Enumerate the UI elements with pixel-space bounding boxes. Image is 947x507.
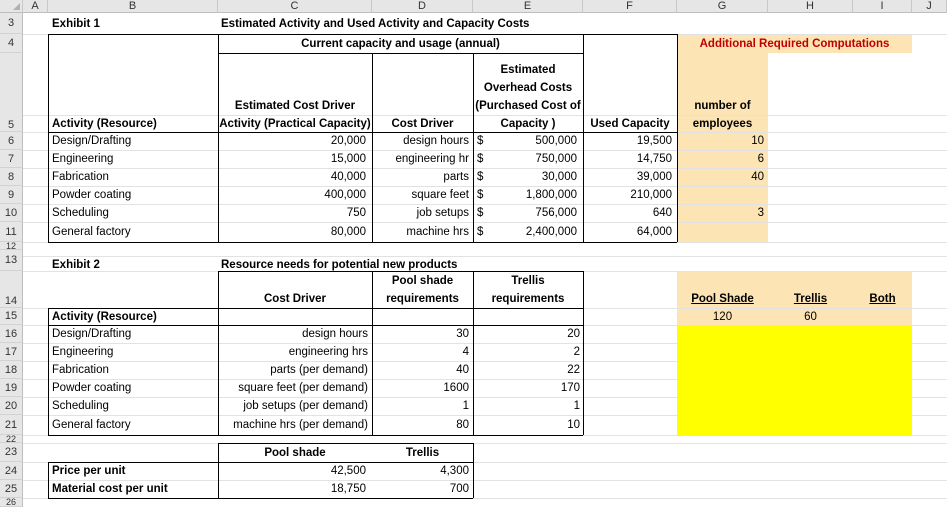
pricing-pool-header: Pool shade	[264, 447, 326, 459]
column-header-B[interactable]: B	[48, 0, 218, 13]
e1-employees-cell[interactable]: 40	[751, 171, 764, 183]
column-header-H[interactable]: H	[768, 0, 853, 13]
e2-activity-cell[interactable]: Powder coating	[52, 382, 132, 394]
e2-activity-cell[interactable]: Fabrication	[52, 364, 109, 376]
e1-used-cell[interactable]: 64,000	[636, 226, 672, 238]
overhead-header-line3: (Purchased Cost of	[475, 100, 581, 112]
e2-pool-header-line1: Pool shade	[391, 275, 454, 287]
e1-driver-activity-cell[interactable]: 40,000	[330, 171, 366, 183]
e2-trellis-header-line2: requirements	[491, 293, 565, 305]
e1-cost-driver-cell[interactable]: square feet	[411, 189, 469, 201]
e1-currency-cell: $	[477, 153, 484, 165]
exhibit2-label: Exhibit 2	[52, 259, 100, 271]
overhead-header-line2: Overhead Costs	[483, 82, 573, 94]
row-header[interactable]: 7	[0, 150, 23, 168]
row-header[interactable]: 23	[0, 443, 23, 462]
e1-used-cell[interactable]: 210,000	[630, 189, 672, 201]
row-header[interactable]: 17	[0, 343, 23, 361]
row-header[interactable]: 25	[0, 480, 23, 498]
e1-currency-cell: $	[477, 226, 484, 238]
row-header[interactable]: 11	[0, 222, 23, 242]
e1-activity-cell[interactable]: Design/Drafting	[52, 135, 132, 147]
e2-activity-cell[interactable]: Scheduling	[52, 400, 109, 412]
driver-activity-header-line2: Activity (Practical Capacity)	[219, 118, 371, 130]
row-header[interactable]: 5	[0, 53, 23, 132]
row-header[interactable]: 13	[0, 250, 23, 271]
e2-pool-cell[interactable]: 1600	[443, 382, 469, 394]
e1-currency-cell: $	[477, 171, 484, 183]
row-header[interactable]: 24	[0, 462, 23, 480]
e1-currency-cell: $	[477, 135, 484, 147]
row-header[interactable]: 26	[0, 498, 23, 507]
e2-driver-cell[interactable]: square feet (per demand)	[238, 382, 368, 394]
e2-pool-header-line2: requirements	[386, 293, 459, 305]
e2-trellis-header-line1: Trellis	[511, 275, 545, 287]
price-trellis-value[interactable]: 4,300	[440, 465, 469, 477]
column-header-J[interactable]: J	[912, 0, 947, 13]
e1-overhead-cell[interactable]: 1,800,000	[525, 189, 577, 201]
both-header: Both	[869, 293, 896, 305]
e1-activity-cell[interactable]: Scheduling	[52, 207, 109, 219]
e2-pool-cell[interactable]: 30	[456, 328, 469, 340]
e1-used-cell[interactable]: 39,000	[636, 171, 672, 183]
select-all-triangle-icon	[13, 3, 20, 10]
column-header-A[interactable]: A	[23, 0, 48, 13]
row-header[interactable]: 10	[0, 204, 23, 222]
e1-overhead-cell[interactable]: 2,400,000	[525, 226, 577, 238]
e1-activity-cell[interactable]: General factory	[52, 226, 131, 238]
e2-trellis-cell[interactable]: 170	[560, 382, 580, 394]
row-header[interactable]: 19	[0, 379, 23, 397]
computation-area-fill[interactable]	[677, 325, 912, 435]
row-header[interactable]: 8	[0, 168, 23, 186]
e1-used-cell[interactable]: 14,750	[636, 153, 672, 165]
price-pool-value[interactable]: 42,500	[330, 465, 366, 477]
e1-activity-cell[interactable]: Fabrication	[52, 171, 109, 183]
activity-header: Activity (Resource)	[52, 118, 157, 130]
e1-currency-cell: $	[477, 189, 484, 201]
e2-driver-cell[interactable]: parts (per demand)	[270, 364, 368, 376]
cost-driver-header: Cost Driver	[391, 118, 454, 130]
employees-header-line2: employees	[692, 118, 753, 130]
row-header[interactable]: 14	[0, 271, 23, 308]
exhibit1-title: Estimated Activity and Used Activity and Capacity Costs	[221, 18, 530, 30]
e1-employees-cell[interactable]: 10	[751, 135, 764, 147]
e2-pool-cell[interactable]: 80	[456, 419, 469, 431]
column-header-C[interactable]: C	[218, 0, 372, 13]
material-trellis-value[interactable]: 700	[449, 483, 469, 495]
e1-overhead-cell[interactable]: 756,000	[535, 207, 577, 219]
e1-overhead-cell[interactable]: 30,000	[541, 171, 577, 183]
e1-driver-activity-cell[interactable]: 750	[346, 207, 366, 219]
overhead-header-line1: Estimated	[500, 64, 556, 76]
additional-computations-title: Additional Required Computations	[699, 38, 890, 50]
column-header-F[interactable]: F	[583, 0, 677, 13]
material-cost-label: Material cost per unit	[52, 483, 168, 495]
row-header[interactable]: 15	[0, 308, 23, 325]
overhead-header-line4: Capacity )	[500, 118, 556, 130]
e1-used-cell[interactable]: 19,500	[636, 135, 672, 147]
e1-overhead-cell[interactable]: 750,000	[535, 153, 577, 165]
e2-pool-cell[interactable]: 1	[462, 400, 469, 412]
e1-employees-cell[interactable]: 6	[757, 153, 764, 165]
e1-driver-activity-cell[interactable]: 20,000	[330, 135, 366, 147]
pool-shade-quantity[interactable]: 120	[712, 311, 733, 323]
row-header[interactable]: 22	[0, 435, 23, 443]
row-header[interactable]: 12	[0, 242, 23, 250]
select-all-corner[interactable]	[0, 0, 23, 13]
row-header[interactable]: 4	[0, 34, 23, 53]
exhibit1-subtitle: Current capacity and usage (annual)	[301, 38, 500, 50]
column-header-I[interactable]: I	[853, 0, 912, 13]
e2-driver-cell[interactable]: design hours	[302, 328, 368, 340]
e1-activity-cell[interactable]: Powder coating	[52, 189, 132, 201]
e1-cost-driver-cell[interactable]: design hours	[403, 135, 469, 147]
column-header-G[interactable]: G	[677, 0, 768, 13]
row-header[interactable]: 18	[0, 361, 23, 379]
e2-driver-cell[interactable]: job setups (per demand)	[243, 400, 368, 412]
e2-driver-cell[interactable]: engineering hrs	[288, 346, 368, 358]
e1-driver-activity-cell[interactable]: 400,000	[324, 189, 366, 201]
e2-cost-driver-header: Cost Driver	[264, 293, 326, 305]
pricing-trellis-header: Trellis	[405, 447, 440, 459]
e1-driver-activity-cell[interactable]: 80,000	[330, 226, 366, 238]
e2-driver-cell[interactable]: machine hrs (per demand)	[233, 419, 368, 431]
column-header-E[interactable]: E	[473, 0, 583, 13]
trellis-quantity[interactable]: 60	[804, 311, 817, 323]
e1-used-cell[interactable]: 640	[652, 207, 672, 219]
pool-shade-header: Pool Shade	[691, 293, 754, 305]
e2-trellis-cell[interactable]: 20	[567, 328, 580, 340]
e1-activity-cell[interactable]: Engineering	[52, 153, 114, 165]
e1-cost-driver-cell[interactable]: parts	[443, 171, 469, 183]
e1-overhead-cell[interactable]: 500,000	[535, 135, 577, 147]
employees-header-line1: number of	[694, 100, 751, 112]
price-per-unit-label: Price per unit	[52, 465, 126, 477]
e1-currency-cell: $	[477, 207, 484, 219]
e2-trellis-cell[interactable]: 10	[567, 419, 580, 431]
e2-activity-cell[interactable]: Design/Drafting	[52, 328, 132, 340]
e1-cost-driver-cell[interactable]: machine hrs	[406, 226, 469, 238]
column-header-D[interactable]: D	[372, 0, 473, 13]
e2-pool-cell[interactable]: 4	[462, 346, 469, 358]
row-header[interactable]: 20	[0, 397, 23, 415]
e2-activity-cell[interactable]: General factory	[52, 419, 131, 431]
e1-cost-driver-cell[interactable]: job setups	[416, 207, 469, 219]
row-header[interactable]: 6	[0, 132, 23, 150]
e1-driver-activity-cell[interactable]: 15,000	[330, 153, 366, 165]
used-capacity-header: Used Capacity	[590, 118, 670, 130]
e2-activity-header: Activity (Resource)	[52, 311, 157, 323]
e2-trellis-cell[interactable]: 2	[573, 346, 580, 358]
e2-pool-cell[interactable]: 40	[456, 364, 469, 376]
exhibit2-title: Resource needs for potential new products	[221, 259, 458, 271]
e1-cost-driver-cell[interactable]: engineering hr	[395, 153, 469, 165]
e1-employees-cell[interactable]: 3	[757, 207, 764, 219]
exhibit1-label: Exhibit 1	[52, 18, 100, 30]
row-header[interactable]: 16	[0, 325, 23, 343]
e2-activity-cell[interactable]: Engineering	[52, 346, 114, 358]
row-header[interactable]: 21	[0, 415, 23, 435]
driver-activity-header-line1: Estimated Cost Driver	[234, 100, 356, 112]
material-pool-value[interactable]: 18,750	[330, 483, 366, 495]
row-header[interactable]: 9	[0, 186, 23, 204]
row-header[interactable]: 3	[0, 13, 23, 34]
e2-trellis-cell[interactable]: 1	[573, 400, 580, 412]
trellis-header: Trellis	[793, 293, 828, 305]
e2-trellis-cell[interactable]: 22	[567, 364, 580, 376]
